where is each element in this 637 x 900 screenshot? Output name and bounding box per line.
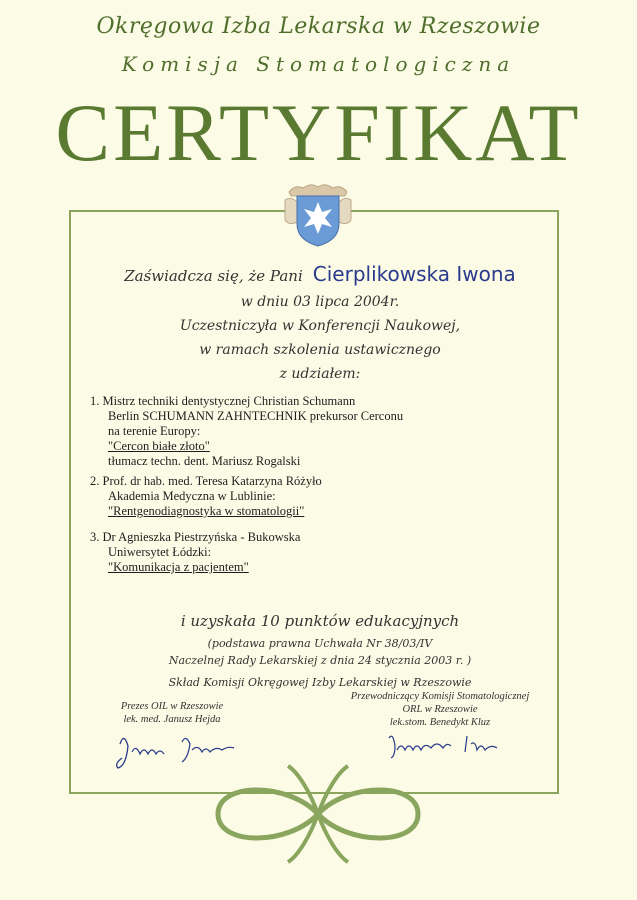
- speaker-affiliation: Berlin SCHUMANN ZAHNTECHNIK prekursor Cerconu: [108, 409, 404, 423]
- translator-note: tłumacz techn. dent. Mariusz Rogalski: [108, 454, 301, 468]
- lecture-topic: "Rentgenodiagnostyka w stomatologii": [108, 504, 305, 518]
- training-statement: w ramach szkolenia ustawicznego: [199, 342, 441, 358]
- signer-name: lek.stom. Benedykt Kluz: [389, 717, 491, 728]
- signer-org: ORL w Rzeszowie: [402, 704, 478, 715]
- legal-basis: (podstawa prawna Uchwała Nr 38/03/IV: [207, 637, 433, 650]
- recipient-name: Cierplikowska Iwona: [312, 262, 516, 286]
- legal-basis-cont: Naczelnej Rady Lekarskiej z dnia 24 stycznia 2003 r. ): [168, 654, 472, 667]
- speaker-affiliation: Uniwersytet Łódzki:: [108, 545, 212, 559]
- signer-role: Prezes OIL w Rzeszowie: [120, 701, 224, 712]
- signer-right: [340, 690, 540, 729]
- speaker-affiliation: Akademia Medyczna w Lublinie:: [108, 489, 276, 503]
- chamber-name: Okręgowa Izba Lekarska w Rzeszowie: [96, 14, 541, 39]
- signer-left: [92, 700, 252, 726]
- speaker-affiliation-cont: na terenie Europy:: [108, 424, 201, 438]
- lecture-topic: "Komunikacja z pacjentem": [108, 560, 249, 574]
- speaker-entry: [90, 474, 510, 519]
- commission-name: Komisja Stomatologiczna: [121, 52, 516, 76]
- signature-right: [385, 728, 505, 764]
- lecture-topic: "Cercon białe złoto": [108, 439, 210, 453]
- infinity-ornament-icon: [198, 762, 438, 866]
- certification-statement: [60, 262, 580, 286]
- signer-name: lek. med. Janusz Hejda: [123, 714, 221, 725]
- certificate-title: CERTYFIKAT: [55, 87, 582, 178]
- speakers-intro: z udziałem:: [279, 366, 361, 382]
- signer-role: Przewodniczący Komisji Stomatologicznej: [350, 691, 530, 702]
- participation-statement: Uczestniczyła w Konferencji Naukowej,: [179, 318, 461, 334]
- coat-of-arms-icon: [283, 182, 353, 248]
- event-date: w dniu 03 lipca 2004r.: [240, 294, 400, 310]
- speaker-entry: [90, 394, 510, 469]
- speaker-name: 1. Mistrz techniki dentystycznej Christian Schumann: [90, 394, 356, 408]
- certification-intro: Zaświadcza się, że Pani: [124, 267, 303, 285]
- points-statement: i uzyskała 10 punktów edukacyjnych: [180, 612, 460, 630]
- committee-line: Skład Komisji Okręgowej Izby Lekarskiej w Rzeszowie: [168, 676, 472, 689]
- speaker-entry: [90, 530, 510, 575]
- speaker-name: 2. Prof. dr hab. med. Teresa Katarzyna Różyło: [90, 474, 322, 488]
- speaker-name: 3. Dr Agnieszka Piestrzyńska - Bukowska: [90, 530, 301, 544]
